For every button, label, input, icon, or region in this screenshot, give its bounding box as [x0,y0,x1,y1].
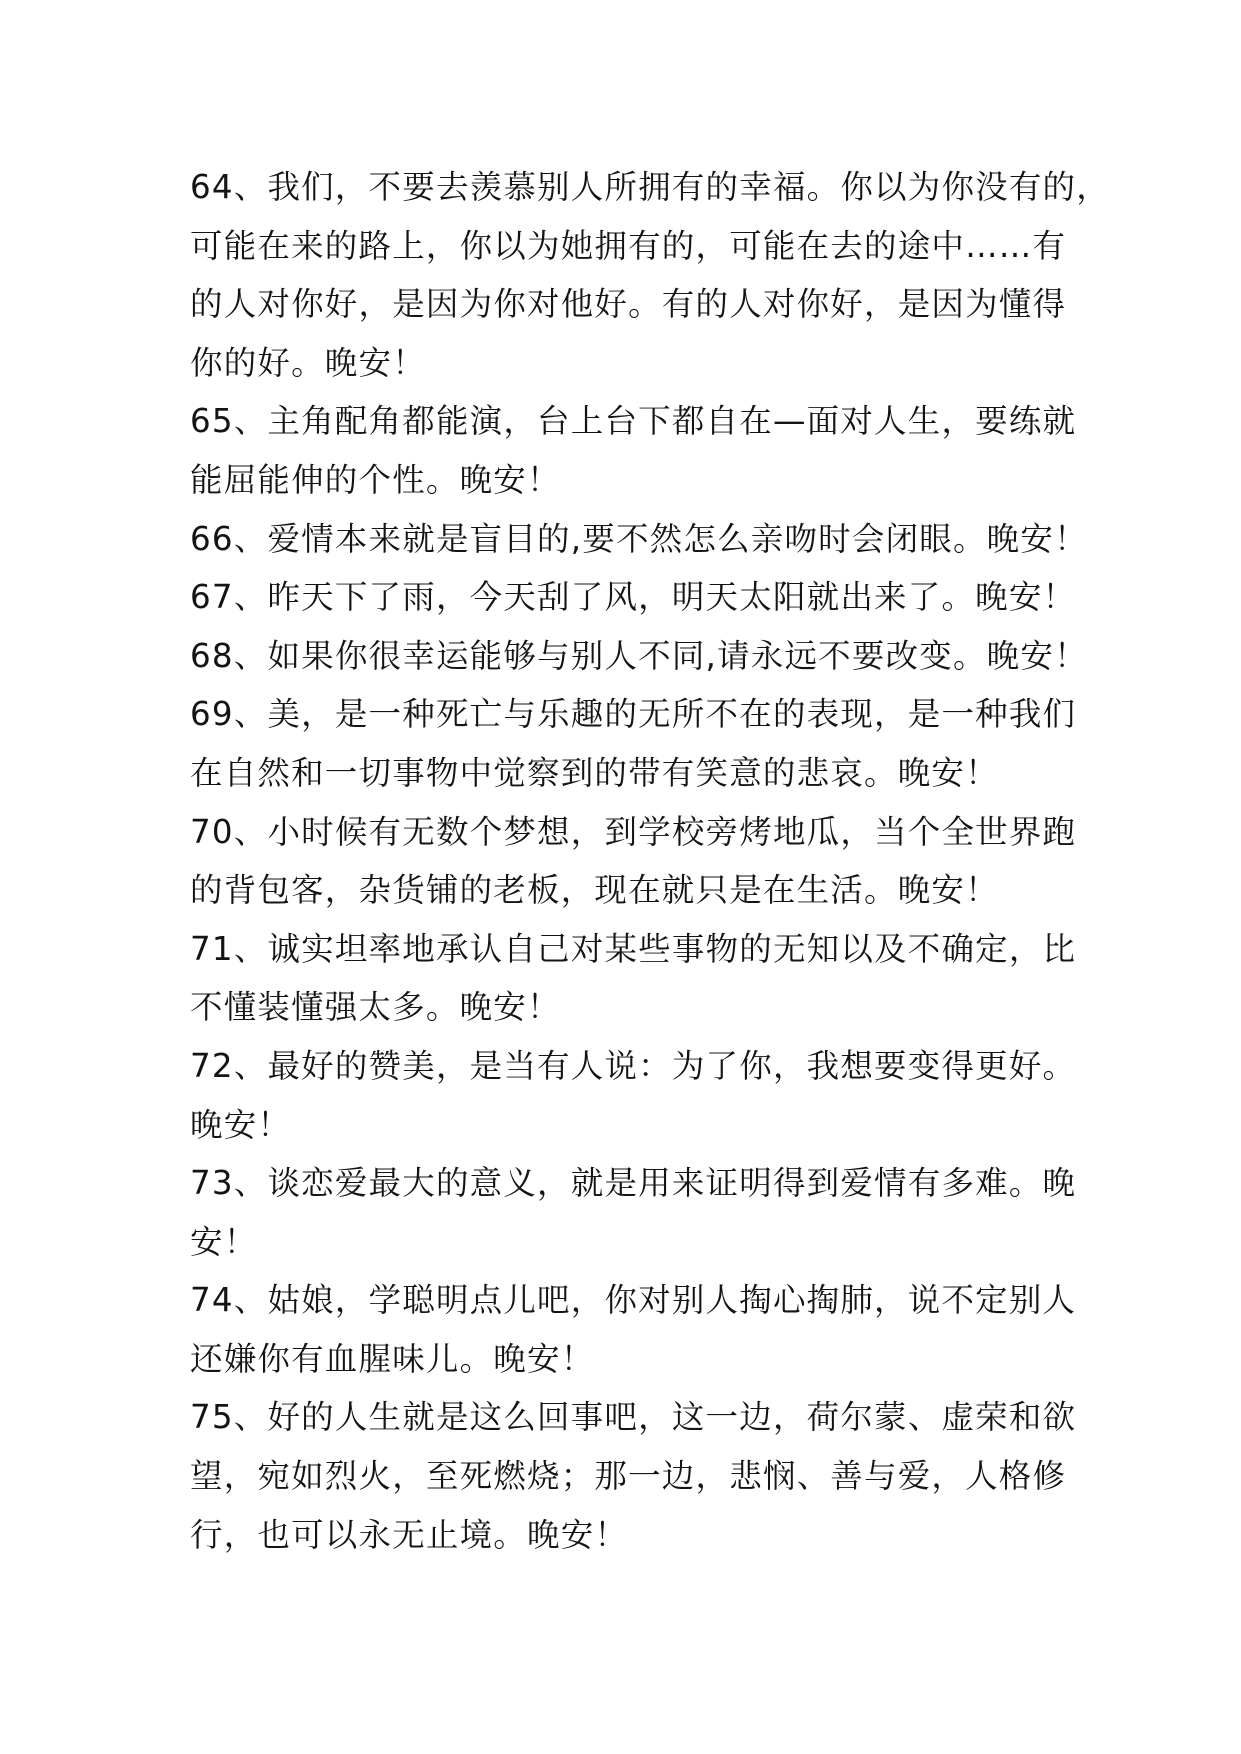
text-line: 晚安！ [190,1105,292,1144]
text-line: 70、小时候有无数个梦想，到学校旁烤地瓜，当个全世界跑 [190,812,1077,851]
text-line: 能屈能伸的个性。晚安！ [190,460,561,499]
text-line: 还嫌你有血腥味儿。晚安！ [190,1339,595,1378]
document-body [190,158,1110,1564]
text-line: 71、诚实坦率地承认自己对某些事物的无知以及不确定，比 [190,929,1077,968]
text-line: 66、爱情本来就是盲目的,要不然怎么亲吻时会闭眼。晚安！ [190,519,1088,558]
text-line: 73、谈恋爱最大的意义，就是用来证明得到爱情有多难。晚 [190,1164,1077,1203]
text-line: 69、美，是一种死亡与乐趣的无所不在的表现，是一种我们 [190,695,1077,734]
text-line: 68、如果你很幸运能够与别人不同,请永远不要改变。晚安！ [190,636,1088,675]
text-line: 望，宛如烈火，至死燃烧；那一边，悲悯、善与爱，人格修 [190,1457,1067,1496]
text-line: 可能在来的路上，你以为她拥有的，可能在去的途中……有 [190,226,1067,265]
text-line: 的人对你好，是因为你对他好。有的人对你好，是因为懂得 [190,285,1067,324]
text-line: 行，也可以永无止境。晚安！ [190,1515,629,1554]
text-line: 的背包客，杂货铺的老板，现在就只是在生活。晚安！ [190,871,999,910]
text-line: 67、昨天下了雨，今天刮了风，明天太阳就出来了。晚安！ [190,578,1077,617]
text-line: 75、好的人生就是这么回事吧，这一边，荷尔蒙、虚荣和欲 [190,1398,1077,1437]
text-line: 74、姑娘，学聪明点儿吧，你对别人掏心掏肺，说不定别人 [190,1281,1077,1320]
text-line: 72、最好的赞美，是当有人说：为了你，我想要变得更好。 [190,1046,1077,1085]
text-line: 64、我们，不要去羡慕别人所拥有的幸福。你以为你没有的， [190,168,1110,206]
text-line: 不懂装懂强太多。晚安！ [190,988,561,1027]
text-line: 在自然和一切事物中觉察到的带有笑意的悲哀。晚安！ [190,753,999,792]
text-line: 65、主角配角都能演，台上台下都自在—面对人生，要练就 [190,402,1077,441]
text-line: 你的好。晚安！ [190,343,426,382]
text-line: 安！ [190,1222,258,1261]
